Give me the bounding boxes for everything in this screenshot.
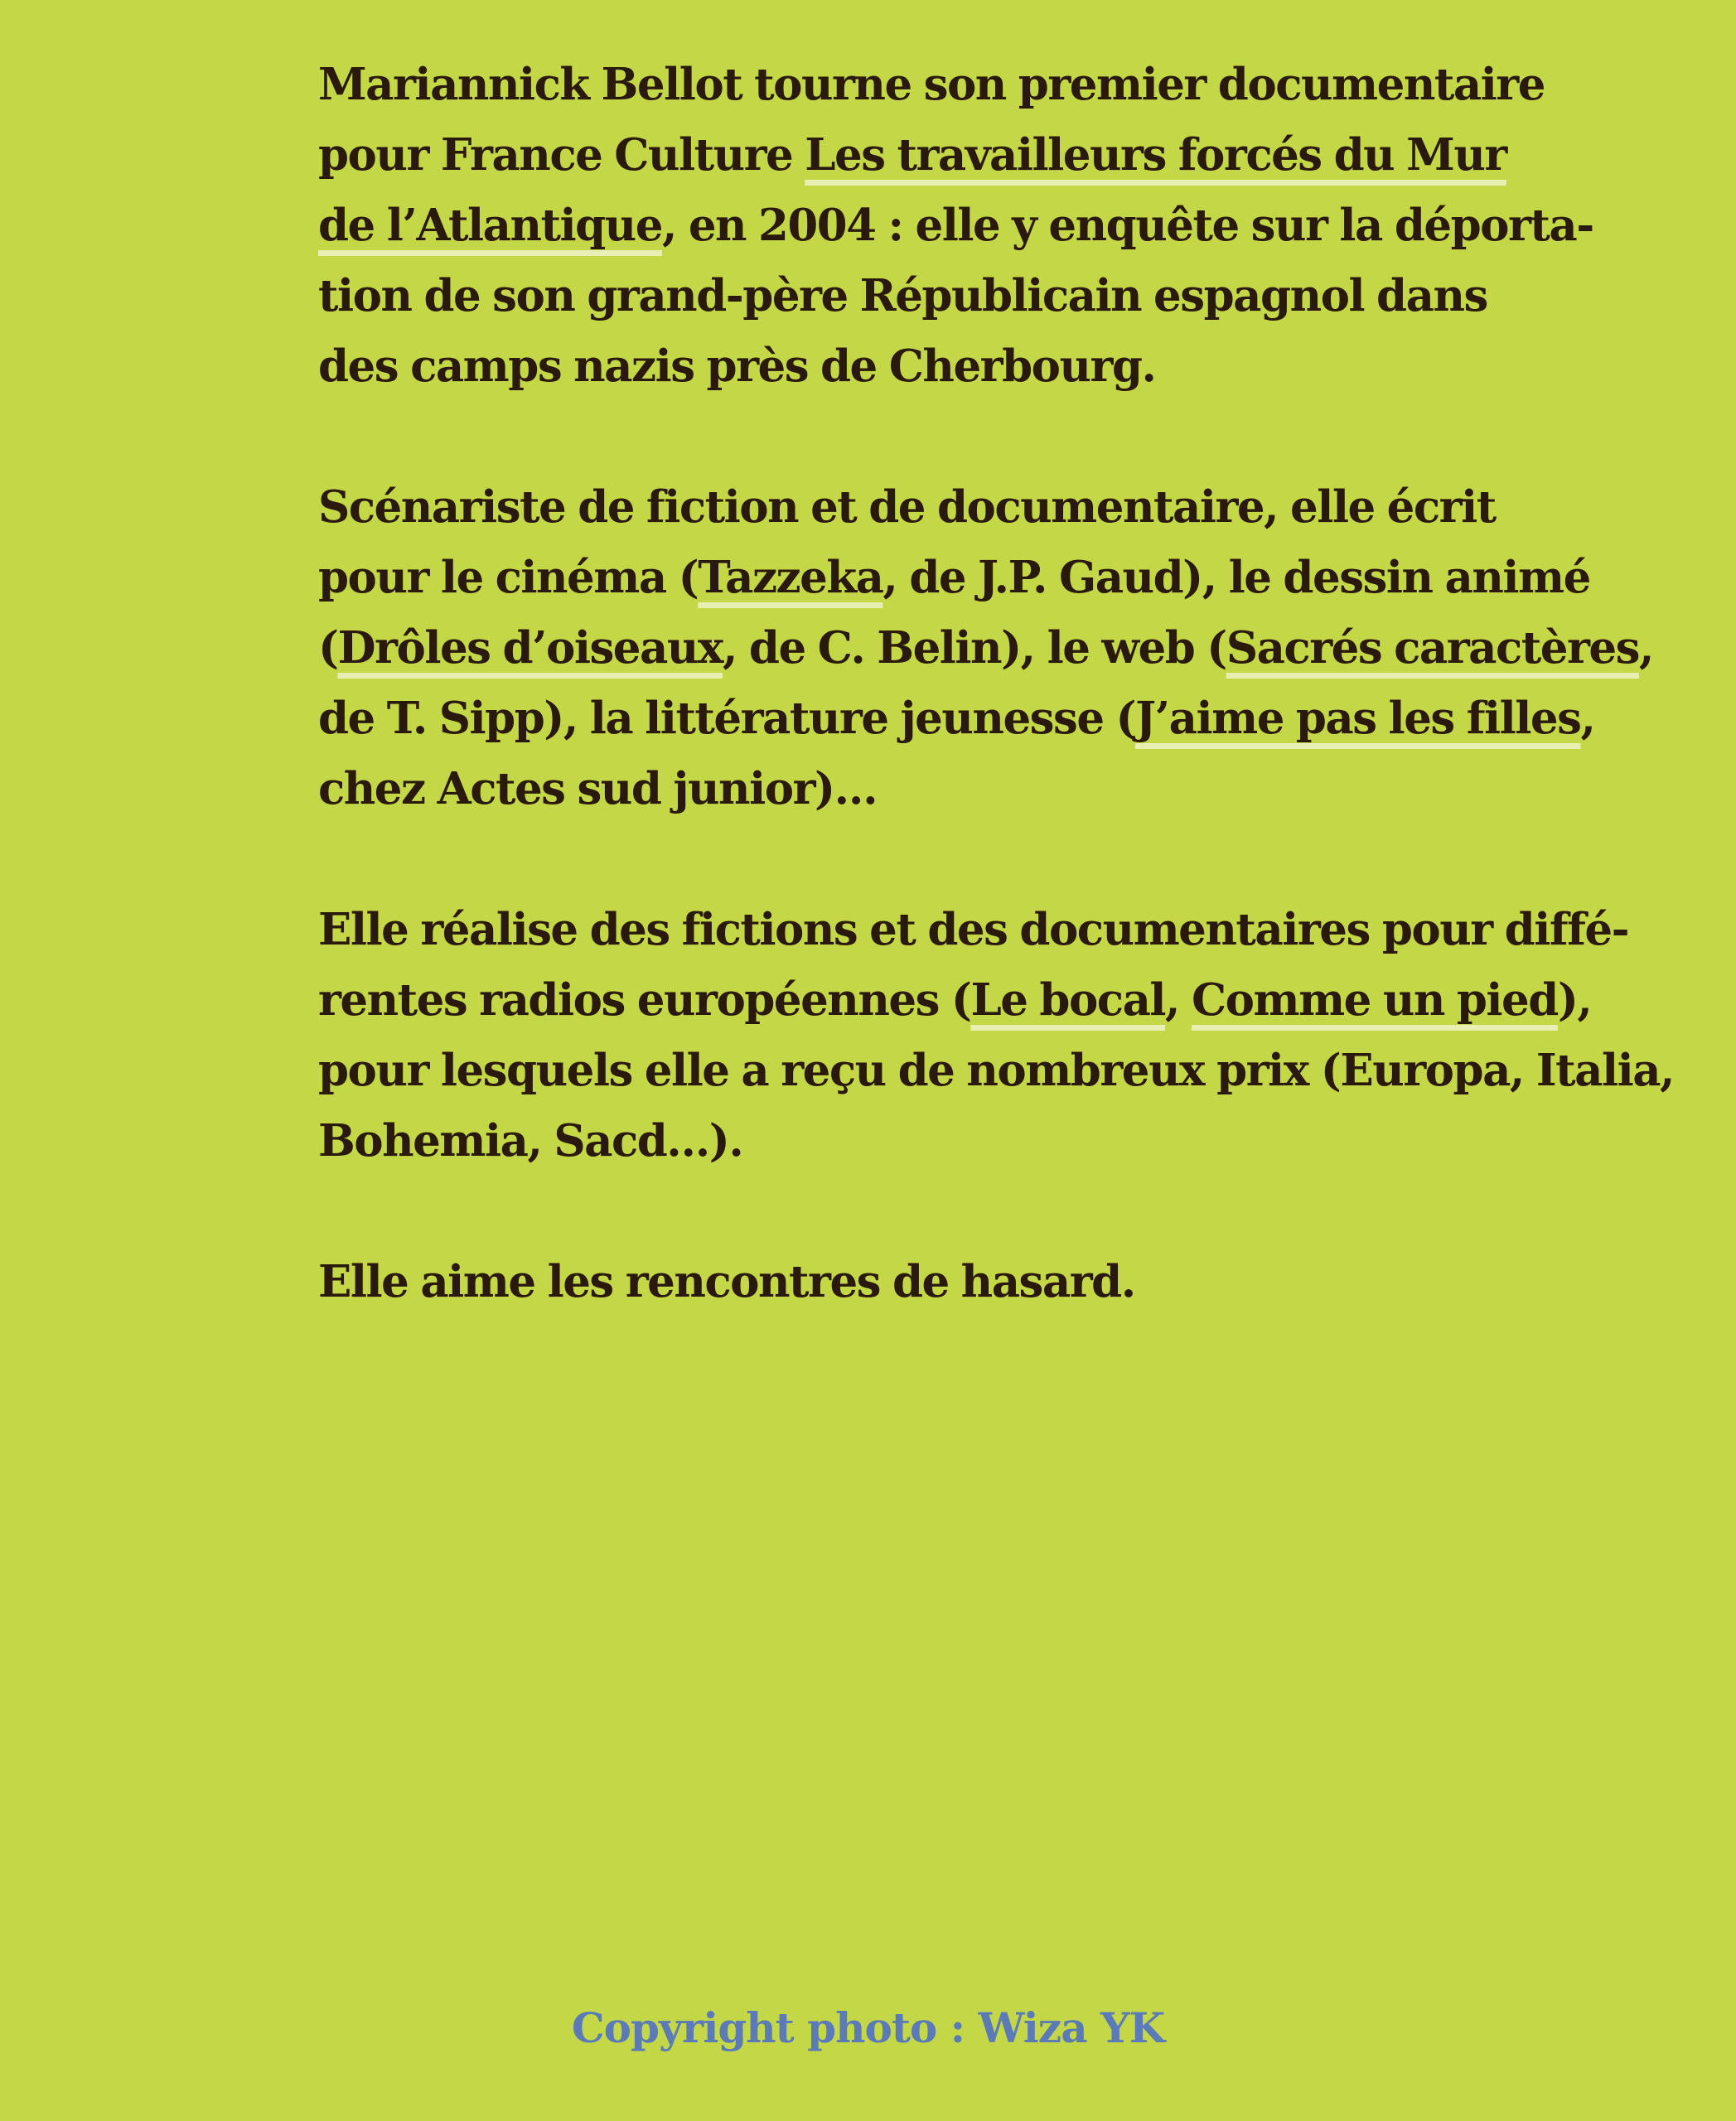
text-fragment: ( xyxy=(318,622,338,674)
text-fragment: , xyxy=(1165,974,1192,1026)
text-line: tion de son grand-père Républicain espagnol dans xyxy=(318,270,1487,321)
biography-text xyxy=(318,50,1694,1388)
text-line: Mariannick Bellot tourne son premier documentaire xyxy=(318,59,1545,110)
work-title-sacres-caracteres[interactable]: Sacrés caractères xyxy=(1226,622,1639,674)
paragraph-radio xyxy=(318,895,1694,1176)
text-fragment: , xyxy=(1580,693,1595,744)
work-title-travailleurs-forces-cont[interactable]: de l’Atlantique xyxy=(318,200,662,251)
text-fragment: pour le cinéma ( xyxy=(318,552,699,603)
text-fragment: rentes radios européennes ( xyxy=(318,974,971,1026)
text-line xyxy=(318,684,1694,754)
text-line: Bohemia, Sacd…). xyxy=(318,1115,743,1167)
text-fragment: ), xyxy=(1557,974,1592,1026)
work-title-le-bocal[interactable]: Le bocal xyxy=(970,974,1166,1026)
paragraph-closing xyxy=(318,1247,1694,1317)
text-fragment: , de J.P. Gaud), le dessin animé xyxy=(883,552,1590,603)
text-line xyxy=(318,120,1694,191)
work-title-tazzeka[interactable]: Tazzeka xyxy=(698,552,883,603)
text-line: chez Actes sud junior)… xyxy=(318,763,878,814)
text-fragment: , xyxy=(1638,622,1653,674)
text-fragment: pour France Culture xyxy=(318,129,805,181)
text-fragment: de T. Sipp), la littérature jeunesse ( xyxy=(318,693,1136,744)
work-title-jaime-pas-les-filles[interactable]: J’aime pas les filles xyxy=(1135,693,1581,744)
text-fragment: , en 2004 : elle y enquête sur la déporta- xyxy=(661,200,1593,251)
paragraph-screenwriter xyxy=(318,472,1694,824)
text-line xyxy=(318,543,1694,613)
work-title-travailleurs-forces[interactable]: Les travailleurs forcés du Mur xyxy=(805,129,1506,181)
photo-copyright: Copyright photo : Wiza YK xyxy=(571,2003,1165,2052)
text-line: des camps nazis près de Cherbourg. xyxy=(318,341,1156,392)
text-line xyxy=(318,613,1694,684)
work-title-droles-doiseaux[interactable]: Drôles d’oiseaux xyxy=(337,622,723,674)
text-line: pour lesquels elle a reçu de nombreux prix (Europa, Italia, xyxy=(318,1045,1675,1096)
text-line: Elle aime les rencontres de hasard. xyxy=(318,1256,1135,1307)
paragraph-documentary xyxy=(318,50,1694,402)
text-line xyxy=(318,191,1694,261)
work-title-comme-un-pied[interactable]: Comme un pied xyxy=(1191,974,1558,1026)
text-line: Scénariste de fiction et de documentaire, elle écrit xyxy=(318,481,1496,533)
text-line xyxy=(318,965,1694,1036)
text-line: Elle réalise des fictions et des documentaires pour diffé- xyxy=(318,904,1629,955)
text-fragment: , de C. Belin), le web ( xyxy=(722,622,1226,674)
